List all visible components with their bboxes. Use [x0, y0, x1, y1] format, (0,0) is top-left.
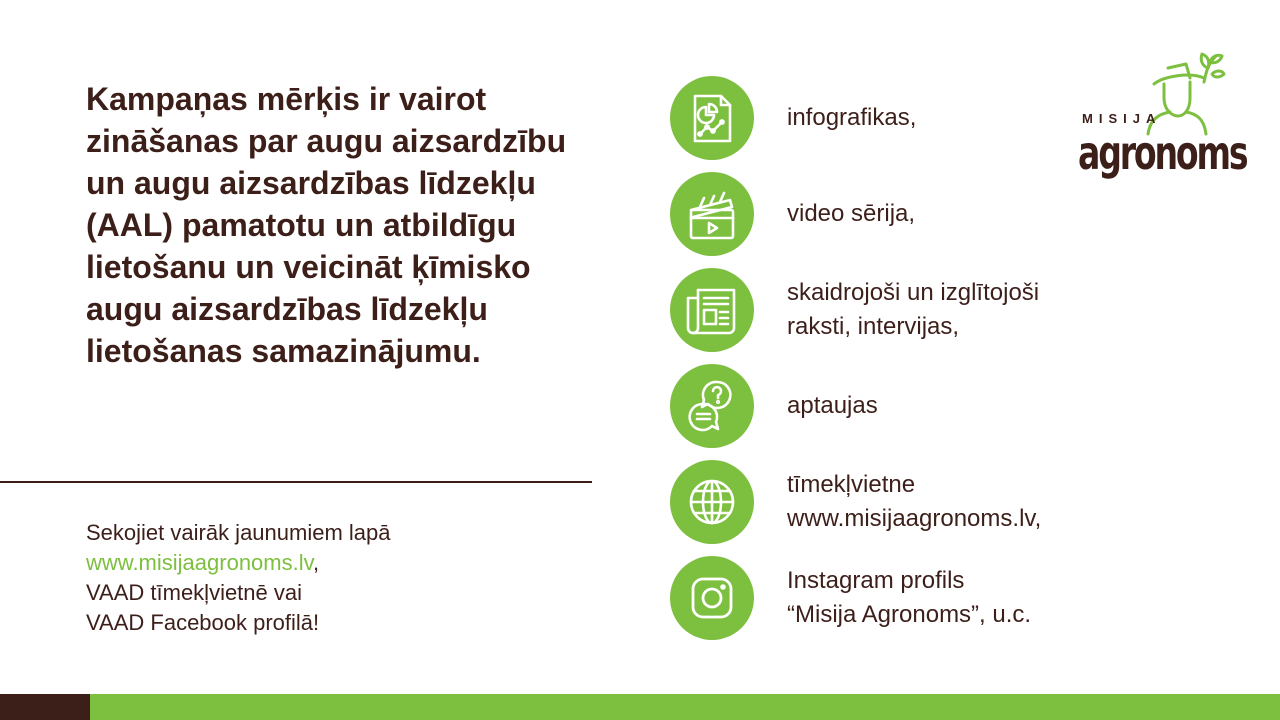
feature-surveys: [670, 364, 1130, 448]
logo-small-text: MISIJA: [1082, 111, 1162, 126]
misija-agronoms-logo: [1078, 44, 1247, 180]
feature-line: skaidrojoši un izglītojoši: [787, 279, 1040, 306]
infographic-icon: [670, 76, 754, 160]
link-suffix: ,: [312, 550, 320, 575]
campaign-goal-text: Kampaņas mērķis ir vairot zināšanas par augu aizsardzību un augu aizsardzības līdzekļu (AAL) pamatotu un atbildīgu lietošanu un veicināt ķīmisko augu aizsardzības līdzekļu lietošanas samazinājumu.: [86, 81, 567, 369]
globe-icon: [670, 460, 754, 544]
feature-line: aptaujas: [787, 392, 878, 419]
feature-video-series: [670, 172, 1130, 256]
feature-line: tīmekļvietne: [787, 471, 916, 498]
logo-big-text: agronoms: [1078, 126, 1247, 180]
video-clapperboard-icon: [670, 172, 754, 256]
feature-line: infografikas,: [787, 104, 917, 131]
feature-line: www.misijaagronoms.lv,: [787, 505, 1042, 532]
feature-text: [787, 556, 1127, 640]
feature-line: Instagram profils: [787, 567, 965, 594]
feature-text: [787, 172, 1127, 256]
newspaper-icon: [670, 268, 754, 352]
survey-question-icon: [670, 364, 754, 448]
feature-articles: [670, 268, 1130, 352]
feature-line: raksti, intervijas,: [787, 313, 960, 340]
feature-line: video sērija,: [787, 200, 916, 227]
follow-line-4: VAAD Facebook profilā!: [86, 610, 320, 635]
feature-text: [787, 364, 1127, 448]
website-link[interactable]: www.misijaagronoms.lv: [86, 550, 313, 575]
footer-bar-dark: [0, 694, 90, 720]
follow-line-3: VAAD tīmekļvietnē vai: [86, 580, 303, 605]
feature-text: [787, 460, 1127, 544]
feature-text: [787, 76, 1127, 160]
feature-line: “Misija Agronoms”, u.c.: [787, 601, 1032, 628]
feature-text: [787, 268, 1127, 352]
instagram-icon: [670, 556, 754, 640]
divider: [0, 481, 592, 483]
feature-instagram: [670, 556, 1130, 640]
follow-line-2: [86, 548, 566, 578]
feature-infographics: [670, 76, 1130, 160]
footer-bar-green: [90, 694, 1280, 720]
feature-website: [670, 460, 1130, 544]
follow-us-text: [86, 518, 566, 638]
follow-line-1: Sekojiet vairāk jaunumiem lapā: [86, 520, 391, 545]
